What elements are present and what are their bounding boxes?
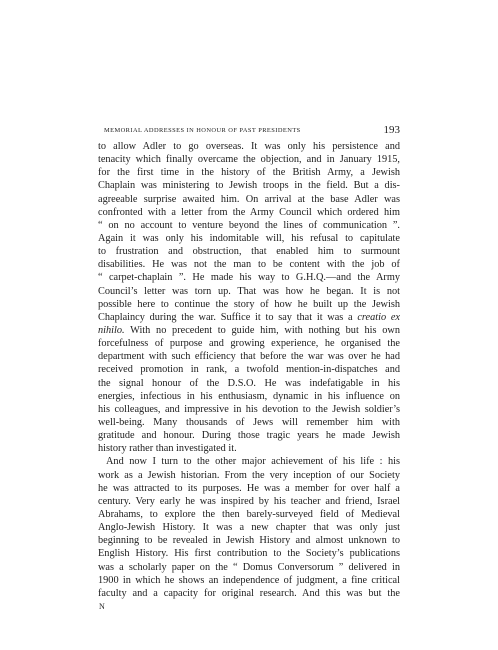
text-line: forcefulness of purpose and growing experience, he organised the — [98, 338, 400, 350]
text-line: for the first time in the history of the British Army, a Jewish — [98, 167, 400, 179]
text-line: Chaplain was ministering to Jewish troops in the field. But a dis- — [98, 180, 400, 192]
text-line-with-italic — [98, 311, 400, 324]
text-run: With no precedent to guide him, with nothing but his own — [124, 324, 400, 336]
running-title: MEMORIAL ADDRESSES IN HONOUR OF PAST PRESIDENTS — [104, 127, 301, 134]
paragraph-2 — [98, 455, 400, 600]
text-line: confronted with a letter from the Army Council which ordered him — [98, 206, 400, 218]
text-line: possible here to continue the story of how he built up the Jewish — [98, 298, 400, 310]
paragraph-1 — [98, 140, 400, 455]
text-line: Anglo-Jewish History. It was a new chapter that was only just — [98, 522, 400, 534]
italic-phrase: creatio ex — [357, 311, 400, 323]
text-line: English History. His first contribution to the Society’s publications — [98, 548, 400, 560]
text-line: And now I turn to the other major achievement of his life : his — [106, 456, 400, 468]
text-line-with-italic — [98, 324, 400, 337]
text-line: Again it was only his indomitable will, his refusal to capitulate — [98, 232, 400, 244]
text-line: tenacity which finally overcame the objection, and in January 1915, — [98, 154, 400, 166]
text-line: “ on no account to venture beyond the lines of communication ”. — [98, 219, 400, 231]
text-line: agreeable surprise awaited him. On arrival at the base Adler was — [98, 193, 400, 205]
signature-mark: N — [99, 601, 106, 611]
text-line: was a scholarly paper on the “ Domus Conversorum ” delivered in — [98, 561, 400, 573]
text-line: received promotion in rank, a twofold mention-in-dispatches and — [98, 364, 400, 376]
text-line: faculty and a capacity for original research. And this was but the — [98, 587, 400, 599]
text-run: Chaplaincy during the war. Suffice it to say that it was a — [98, 311, 353, 323]
text-line: century. Very early he was inspired by his teacher and friend, Israel — [98, 495, 400, 507]
text-line: department with such efficiency that before the war was over he had — [98, 351, 400, 363]
text-line: 1900 in which he shows an independence of judgment, a fine critical — [98, 574, 400, 586]
text-line: disabilities. He was not the man to be content with the job of — [98, 259, 400, 271]
text-line: to allow Adler to go overseas. It was only his persistence and — [98, 141, 400, 152]
text-line: the signal honour of the D.S.O. He was indefatigable in his — [98, 377, 400, 389]
text-line: energies, infectious in his enthusiasm, dynamic in his influence on — [98, 390, 400, 402]
text-line: Council’s letter was torn up. That was how he began. It is not — [98, 285, 400, 297]
text-line: well-being. Many thousands of Jews will remember him with — [98, 416, 400, 428]
text-line: history rather than investigated it. — [98, 443, 237, 455]
text-line: gratitude and honour. During those tragic years he made Jewish — [98, 430, 400, 442]
text-line: Abrahams, to explore the then barely-surveyed field of Medieval — [98, 508, 400, 520]
text-line: to frustration and obstruction, that enabled him to surmount — [98, 246, 400, 258]
italic-phrase: nihilo. — [98, 324, 125, 336]
running-head — [98, 125, 400, 139]
text-line: he was attracted to its purposes. He was a member for over half a — [98, 482, 400, 494]
text-line: his colleagues, and impressive in his devotion to the Jewish soldier’s — [98, 403, 400, 415]
text-line: beginning to be revealed in Jewish History and almost unknown to — [98, 535, 400, 547]
text-line: “ carpet-chaplain ”. He made his way to G.H.Q.—and the Army — [98, 272, 400, 284]
page-number: 193 — [383, 124, 400, 136]
text-line: work as a Jewish historian. From the very inception of our Society — [98, 469, 400, 481]
body-text — [98, 140, 400, 613]
